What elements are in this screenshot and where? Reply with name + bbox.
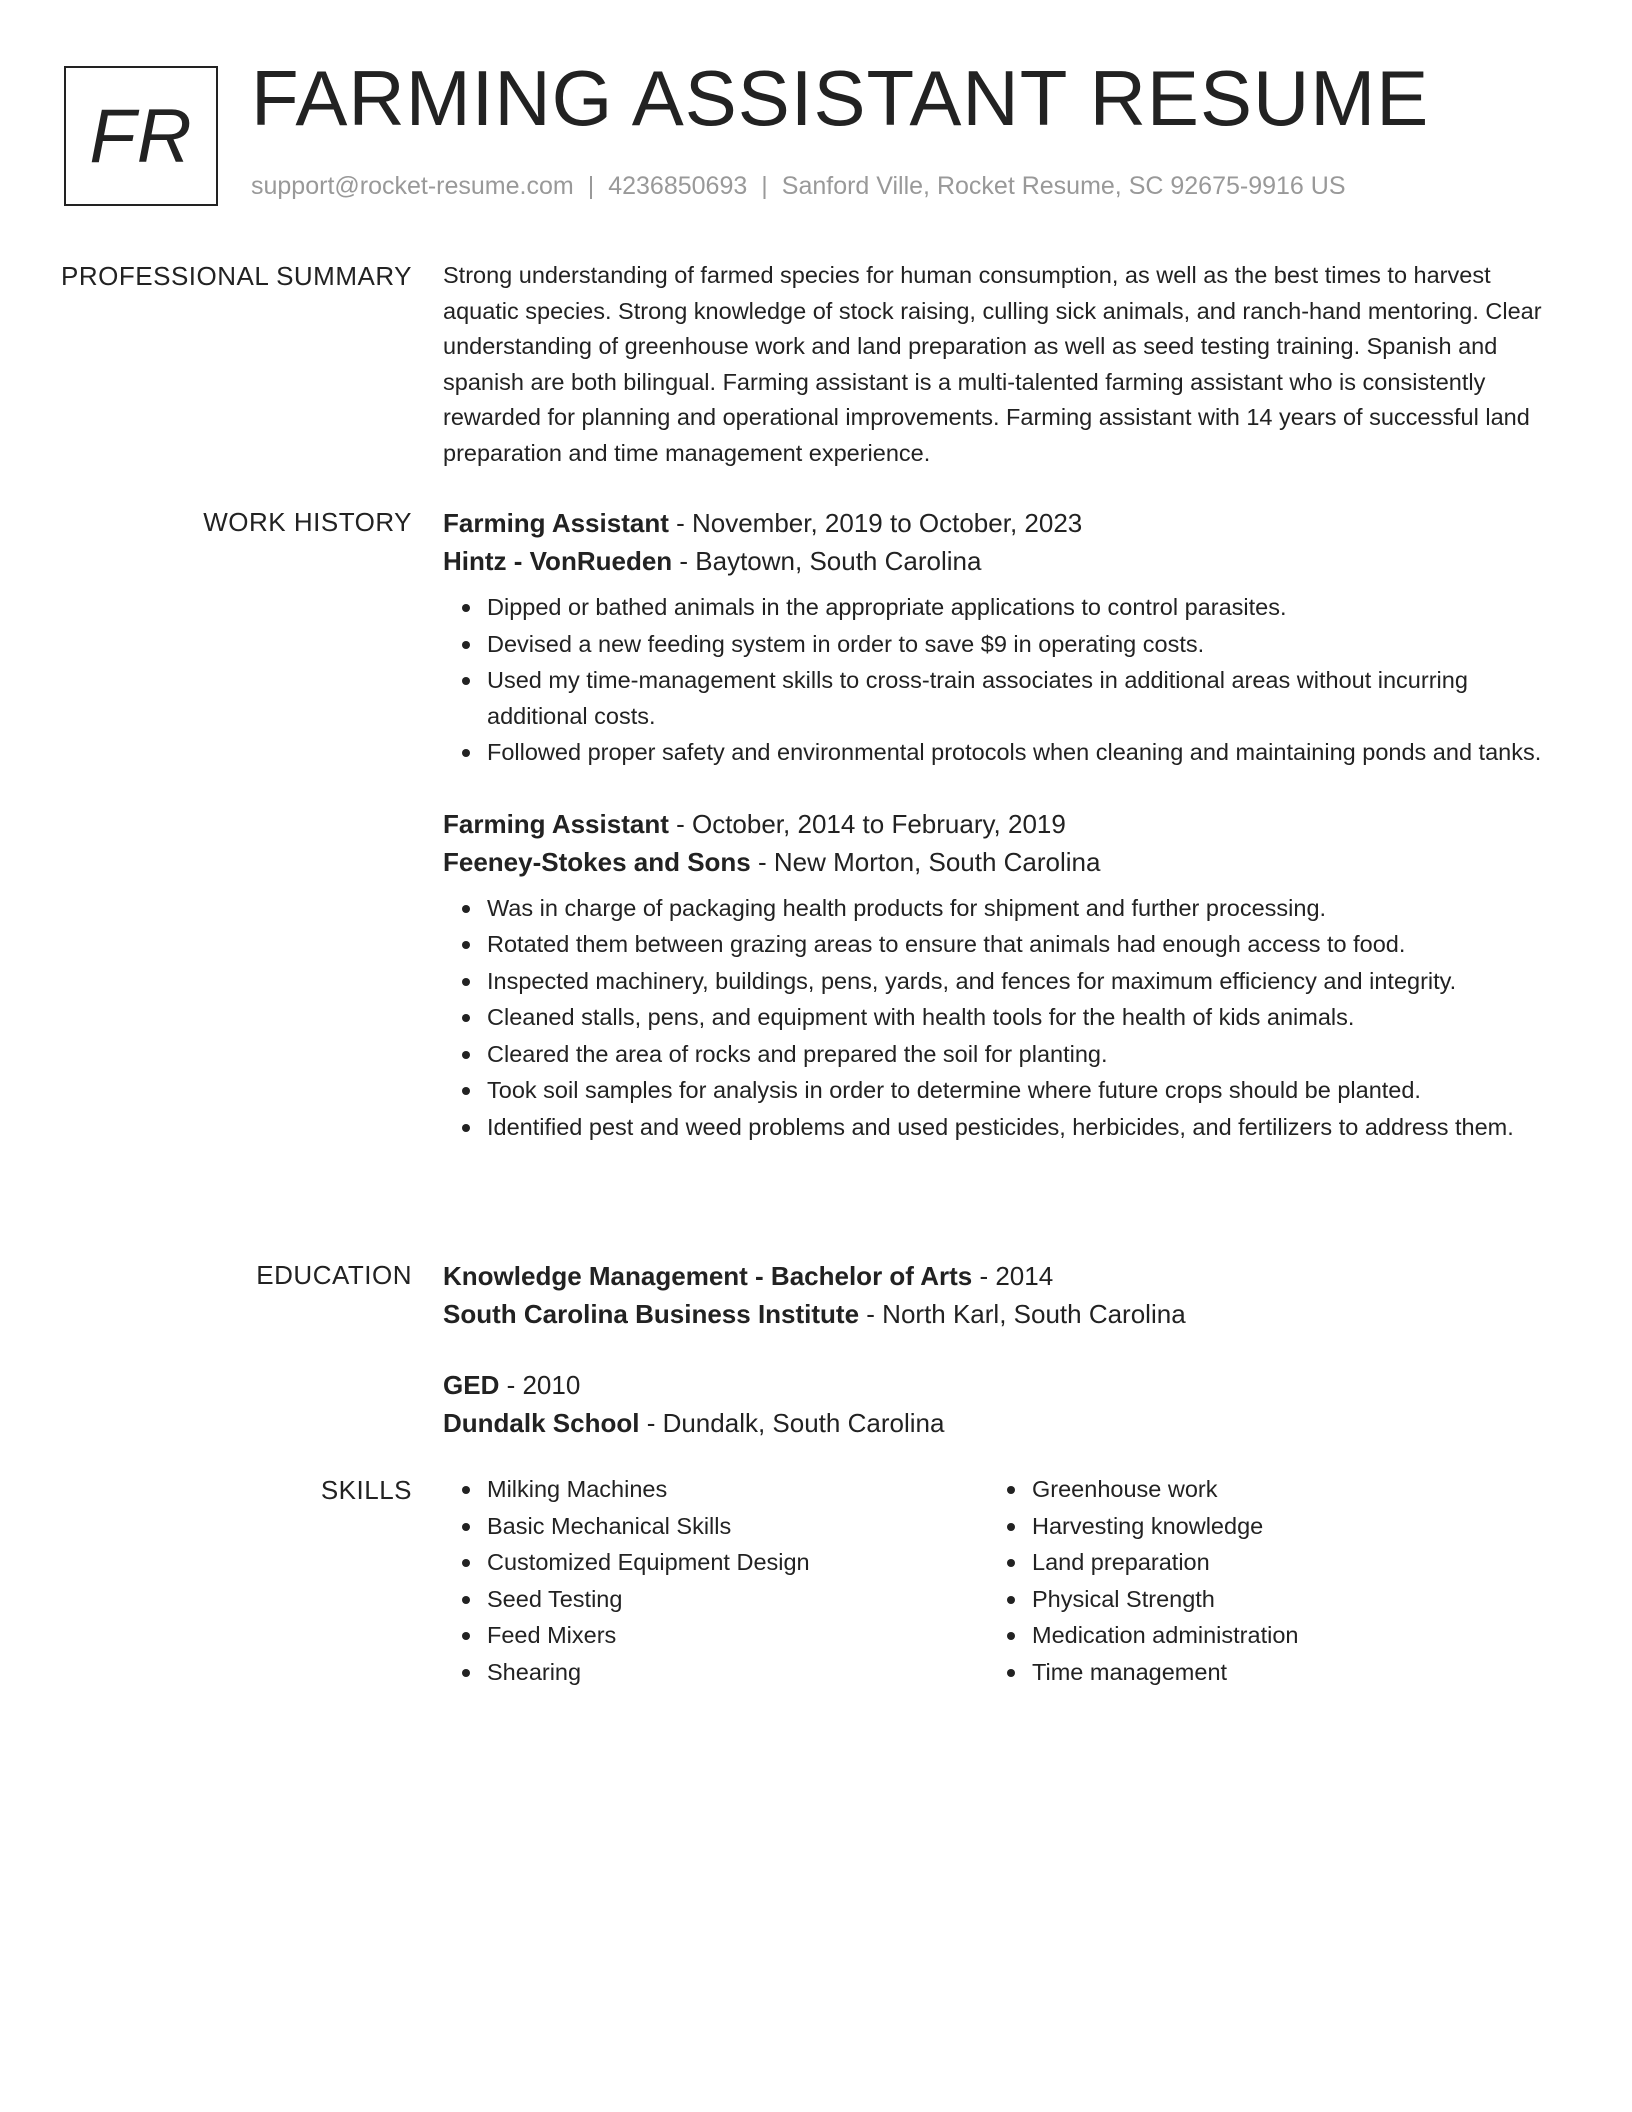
job-company: Feeney-Stokes and Sons [443,846,751,877]
skill-item: Land preparation [1032,1545,1533,1581]
job-bullet: Devised a new feeding system in order to save $9 in operating costs. [487,627,1558,663]
skill-item: Feed Mixers [487,1618,988,1654]
job-title-line [443,805,1558,843]
job-location: - New Morton, South Carolina [750,846,1101,877]
skill-item: Physical Strength [1032,1582,1533,1618]
contact-separator: | [587,172,595,200]
job-bullet: Dipped or bathed animals in the appropriate applications to control parasites. [487,590,1558,626]
job-bullets [443,891,1558,1146]
education-year: - 2014 [972,1261,1054,1291]
monogram-logo: FR [64,66,218,206]
job-bullets [443,590,1558,771]
work-history-body [443,504,1558,1179]
job-title: Farming Assistant [443,508,669,538]
skill-item: Harvesting knowledge [1032,1509,1533,1545]
section-label-skills: SKILLS [320,1475,412,1505]
contact-separator: | [761,172,768,200]
job-title: Farming Assistant [443,808,669,839]
education-body [443,1257,1558,1475]
education-degree-line [443,1366,1558,1404]
skill-item: Milking Machines [487,1472,988,1508]
education-school-line [443,1295,1558,1333]
job-dates: - November, 2019 to October, 2023 [668,508,1083,538]
job-bullet: Identified pest and weed problems and used pesticides, herbicides, and fertilizers to address them. [487,1110,1558,1146]
contact-phone: 4236850693 [608,172,748,200]
contact-email: support@rocket-resume.com [251,172,574,200]
skill-item: Basic Mechanical Skills [487,1509,988,1545]
job-bullet: Used my time-management skills to cross-train associates in additional areas without incurring additional costs. [487,663,1558,734]
summary-body [443,258,1558,471]
job-company: Hintz - VonRueden [443,546,673,576]
job-bullet: Followed proper safety and environmental protocols when cleaning and maintaining ponds and tanks. [487,735,1558,771]
job-bullet: Inspected machinery, buildings, pens, yards, and fences for maximum efficiency and integrity. [487,964,1558,1000]
job-bullet: Cleaned stalls, pens, and equipment with health tools for the health of kids animals. [487,1000,1558,1036]
education-school-line [443,1404,1558,1442]
job-dates: - October, 2014 to February, 2019 [668,808,1066,839]
education-degree-line [443,1257,1558,1295]
job-entry [443,805,1558,1146]
job-location: - Baytown, South Carolina [672,546,982,576]
education-degree: Knowledge Management - Bachelor of Arts [443,1261,973,1291]
section-label-education: EDUCATION [256,1260,412,1290]
skill-item: Seed Testing [487,1582,988,1618]
job-company-line [443,843,1558,881]
skill-item: Time management [1032,1655,1533,1691]
contact-line [251,172,1346,201]
education-location: - Dundalk, South Carolina [639,1408,945,1438]
skills-columns [443,1472,1558,1691]
skills-body [443,1472,1558,1691]
skills-column-left [443,1472,988,1691]
skill-item: Medication administration [1032,1618,1533,1654]
education-school: Dundalk School [443,1408,640,1438]
job-bullet: Cleared the area of rocks and prepared the soil for planting. [487,1037,1558,1073]
education-entry [443,1366,1558,1442]
job-title-line [443,504,1558,542]
resume-title: FARMING ASSISTANT RESUME [251,54,1430,142]
skills-column-right [988,1472,1533,1691]
summary-text: Strong understanding of farmed species for human consumption, as well as the best times to harvest aquatic species. Strong knowledge of stock raising, culling sick animals, and ranch-hand mentoring. Clear understanding of greenhouse work and land preparation as well as seed testing training. Spanish and spanish are both bilingual. Farming assistant is a multi-talented farming assistant who is consistently rewarded for planning and operational improvements. Farming assistant with 14 years of successful land preparation and time management experience. [443,262,1542,466]
education-degree: GED [443,1370,500,1400]
job-bullet: Took soil samples for analysis in order to determine where future crops should be planted. [487,1073,1558,1109]
job-bullet: Rotated them between grazing areas to ensure that animals had enough access to food. [487,927,1558,963]
skill-item: Greenhouse work [1032,1472,1533,1508]
skill-item: Shearing [487,1655,988,1691]
section-label-work: WORK HISTORY [203,507,412,537]
contact-address: Sanford Ville, Rocket Resume, SC 92675-9916 US [781,172,1346,200]
section-label-summary: PROFESSIONAL SUMMARY [61,261,412,291]
education-year: - 2010 [499,1370,581,1400]
job-bullet: Was in charge of packaging health products for shipment and further processing. [487,891,1558,927]
job-company-line [443,542,1558,580]
skill-item: Customized Equipment Design [487,1545,988,1581]
skills-list-left [443,1472,988,1690]
skills-list-right [988,1472,1533,1690]
education-school: South Carolina Business Institute [443,1299,860,1329]
education-location: - North Karl, South Carolina [859,1299,1186,1329]
job-entry [443,504,1558,771]
education-entry [443,1257,1558,1333]
